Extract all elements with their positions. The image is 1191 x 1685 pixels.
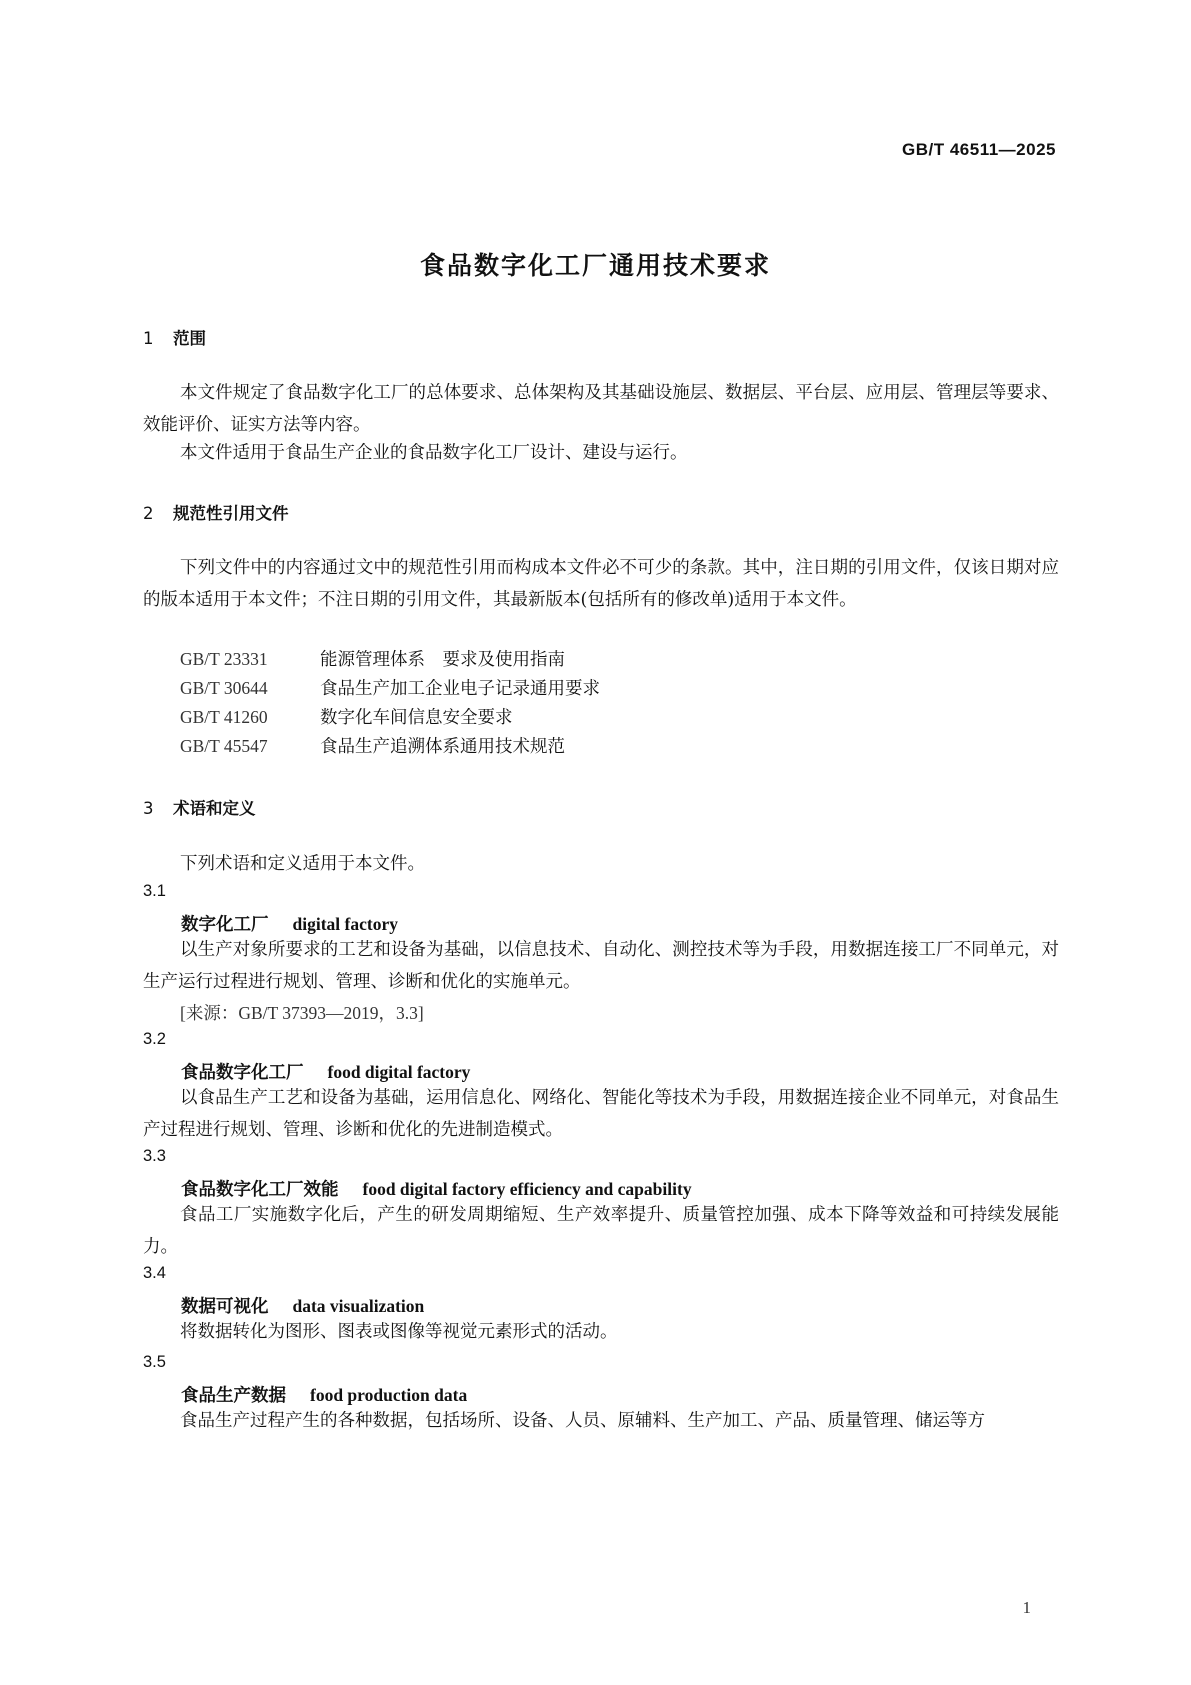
reference-code: GB/T 45547 bbox=[180, 736, 268, 756]
section-title: 范围 bbox=[173, 329, 206, 348]
term-chinese: 食品数字化工厂效能 bbox=[181, 1180, 339, 1200]
reference-name: 能源管理体系 要求及使用指南 bbox=[320, 650, 565, 670]
term-number: 3.4 bbox=[143, 1264, 166, 1282]
reference-name: 数字化车间信息安全要求 bbox=[320, 708, 513, 728]
term-english: digital factory bbox=[292, 914, 398, 934]
reference-code: GB/T 23331 bbox=[180, 649, 268, 669]
section-3-heading bbox=[143, 795, 256, 819]
section-3-intro: 下列术语和定义适用于本文件。 bbox=[180, 854, 425, 874]
section-1-paragraph-2: 本文件适用于食品生产企业的食品数字化工厂设计、建设与运行。 bbox=[180, 443, 688, 463]
term-chinese: 食品生产数据 bbox=[181, 1386, 286, 1406]
term-heading bbox=[181, 1059, 470, 1084]
term-english: food production data bbox=[310, 1385, 468, 1405]
term-chinese: 数据可视化 bbox=[181, 1297, 269, 1317]
term-heading bbox=[181, 911, 398, 936]
reference-code: GB/T 41260 bbox=[180, 707, 268, 727]
term-definition: 食品工厂实施数字化后，产生的研发周期缩短、生产效率提升、质量管控加强、成本下降等效益和可持续发展能力。 bbox=[143, 1205, 1059, 1257]
term-heading bbox=[181, 1176, 692, 1201]
term-english: data visualization bbox=[292, 1296, 425, 1316]
section-2-paragraph-1: 下列文件中的内容通过文中的规范性引用而构成本文件必不可少的条款。其中，注日期的引用文件，仅该日期对应的版本适用于本文件；不注日期的引用文件，其最新版本(包括所有的修改单)适用于本文件。 bbox=[143, 558, 1059, 610]
term-number: 3.3 bbox=[143, 1147, 166, 1165]
reference-name: 食品生产追溯体系通用技术规范 bbox=[320, 737, 565, 757]
normative-reference bbox=[180, 730, 565, 763]
section-1-heading bbox=[143, 325, 206, 349]
term-number: 3.1 bbox=[143, 882, 166, 900]
standard-number: GB/T 46511—2025 bbox=[902, 140, 1056, 159]
section-number: 1 bbox=[143, 329, 154, 348]
section-1-paragraph-1: 本文件规定了食品数字化工厂的总体要求、总体架构及其基础设施层、数据层、平台层、应用层、管理层等要求、效能评价、证实方法等内容。 bbox=[143, 383, 1059, 435]
reference-code: GB/T 30644 bbox=[180, 678, 268, 698]
section-title: 规范性引用文件 bbox=[173, 504, 289, 523]
page-number: 1 bbox=[1022, 1598, 1031, 1617]
term-chinese: 食品数字化工厂 bbox=[181, 1063, 304, 1083]
document-title: 食品数字化工厂通用技术要求 bbox=[419, 251, 771, 280]
section-title: 术语和定义 bbox=[173, 799, 256, 818]
section-2-heading bbox=[143, 500, 289, 524]
term-number: 3.5 bbox=[143, 1353, 166, 1371]
section-number: 3 bbox=[143, 799, 154, 818]
term-english: food digital factory bbox=[327, 1062, 471, 1082]
term-number: 3.2 bbox=[143, 1030, 166, 1048]
term-definition: 食品生产过程产生的各种数据，包括场所、设备、人员、原辅料、生产加工、产品、质量管理、储运等方 bbox=[180, 1411, 985, 1431]
term-english: food digital factory efficiency and capability bbox=[362, 1179, 692, 1199]
term-chinese: 数字化工厂 bbox=[181, 915, 269, 935]
term-source: [来源：GB/T 37393—2019，3.3] bbox=[180, 1003, 424, 1023]
term-definition: 以食品生产工艺和设备为基础，运用信息化、网络化、智能化等技术为手段，用数据连接企业不同单元，对食品生产过程进行规划、管理、诊断和优化的先进制造模式。 bbox=[143, 1088, 1059, 1140]
term-definition: 以生产对象所要求的工艺和设备为基础，以信息技术、自动化、测控技术等为手段，用数据连接工厂不同单元，对生产运行过程进行规划、管理、诊断和优化的实施单元。 bbox=[143, 940, 1059, 992]
term-heading bbox=[181, 1382, 467, 1407]
term-heading bbox=[181, 1293, 424, 1318]
reference-name: 食品生产加工企业电子记录通用要求 bbox=[320, 679, 600, 699]
section-number: 2 bbox=[143, 504, 154, 523]
term-definition: 将数据转化为图形、图表或图像等视觉元素形式的活动。 bbox=[180, 1322, 618, 1342]
